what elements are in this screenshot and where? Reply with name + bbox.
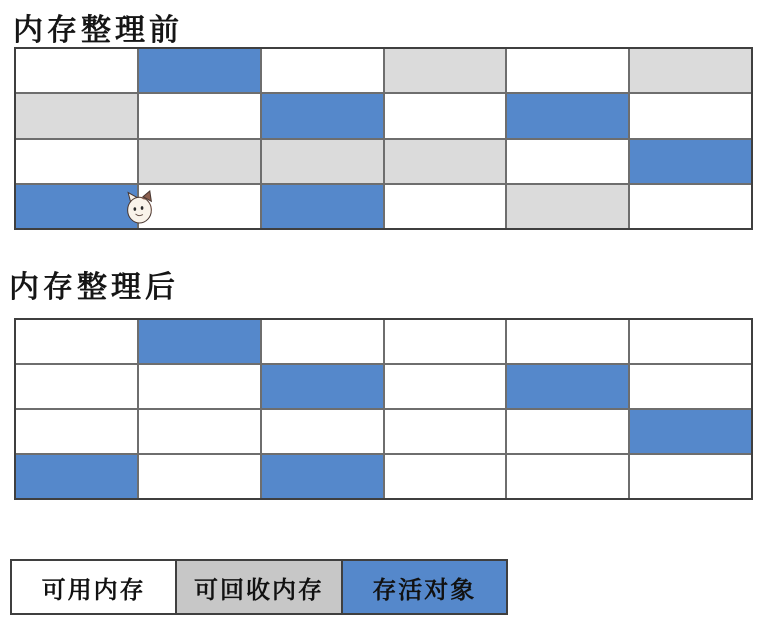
memory-cell-free bbox=[139, 455, 260, 498]
memory-cell-free bbox=[385, 365, 506, 408]
legend-item-live bbox=[343, 561, 506, 613]
memory-cell-reclaimable bbox=[385, 49, 506, 92]
memory-cell-free bbox=[630, 94, 751, 137]
memory-grid-after bbox=[14, 318, 753, 500]
memory-cell-free bbox=[262, 320, 383, 363]
memory-cell-free bbox=[507, 410, 628, 453]
legend-item-reclaimable-label: 可回收内存 bbox=[193, 577, 324, 604]
memory-cell-free bbox=[16, 320, 137, 363]
memory-cell-free bbox=[385, 185, 506, 228]
memory-cell-live bbox=[507, 94, 628, 137]
memory-cell-free bbox=[630, 365, 751, 408]
memory-cell-live bbox=[262, 94, 383, 137]
memory-cell-reclaimable bbox=[16, 94, 137, 137]
memory-cell-live bbox=[262, 185, 383, 228]
memory-cell-reclaimable bbox=[630, 49, 751, 92]
memory-cell-live bbox=[262, 365, 383, 408]
memory-cell-free bbox=[385, 455, 506, 498]
memory-cell-free bbox=[16, 365, 137, 408]
memory-cell-live bbox=[16, 455, 137, 498]
memory-grid-before bbox=[14, 47, 753, 230]
memory-cell-live bbox=[630, 140, 751, 183]
before-compaction-title: 内存整理前 bbox=[13, 14, 183, 47]
legend-item-free-label: 可用内存 bbox=[41, 577, 146, 604]
memory-cell-free bbox=[16, 410, 137, 453]
memory-cell-free bbox=[630, 185, 751, 228]
memory-cell-free bbox=[139, 94, 260, 137]
memory-cell-free bbox=[139, 410, 260, 453]
memory-cell-free bbox=[139, 365, 260, 408]
memory-cell-live bbox=[139, 49, 260, 92]
legend bbox=[10, 559, 508, 615]
memory-cell-free bbox=[16, 49, 137, 92]
memory-cell-free bbox=[16, 140, 137, 183]
memory-cell-reclaimable bbox=[507, 185, 628, 228]
memory-cell-reclaimable bbox=[139, 140, 260, 183]
memory-cell-live bbox=[262, 455, 383, 498]
memory-cell-free bbox=[385, 320, 506, 363]
memory-cell-free bbox=[385, 94, 506, 137]
memory-cell-free bbox=[262, 49, 383, 92]
legend-item-free bbox=[12, 561, 175, 613]
memory-cell-live bbox=[507, 365, 628, 408]
memory-cell-free bbox=[507, 140, 628, 183]
memory-cell-live bbox=[16, 185, 137, 228]
legend-item-reclaimable bbox=[177, 561, 340, 613]
memory-cell-reclaimable bbox=[262, 140, 383, 183]
memory-cell-free bbox=[630, 320, 751, 363]
memory-cell-free bbox=[507, 49, 628, 92]
memory-cell-free bbox=[630, 455, 751, 498]
memory-cell-free bbox=[385, 410, 506, 453]
memory-cell-reclaimable bbox=[385, 140, 506, 183]
memory-cell-free bbox=[139, 185, 260, 228]
memory-cell-free bbox=[507, 320, 628, 363]
memory-cell-live bbox=[630, 410, 751, 453]
memory-cell-live bbox=[139, 320, 260, 363]
memory-cell-free bbox=[262, 410, 383, 453]
memory-cell-free bbox=[507, 455, 628, 498]
popcat-sticker-icon bbox=[126, 190, 154, 224]
after-compaction-title: 内存整理后 bbox=[9, 271, 179, 304]
legend-item-live-label: 存活对象 bbox=[372, 577, 477, 604]
